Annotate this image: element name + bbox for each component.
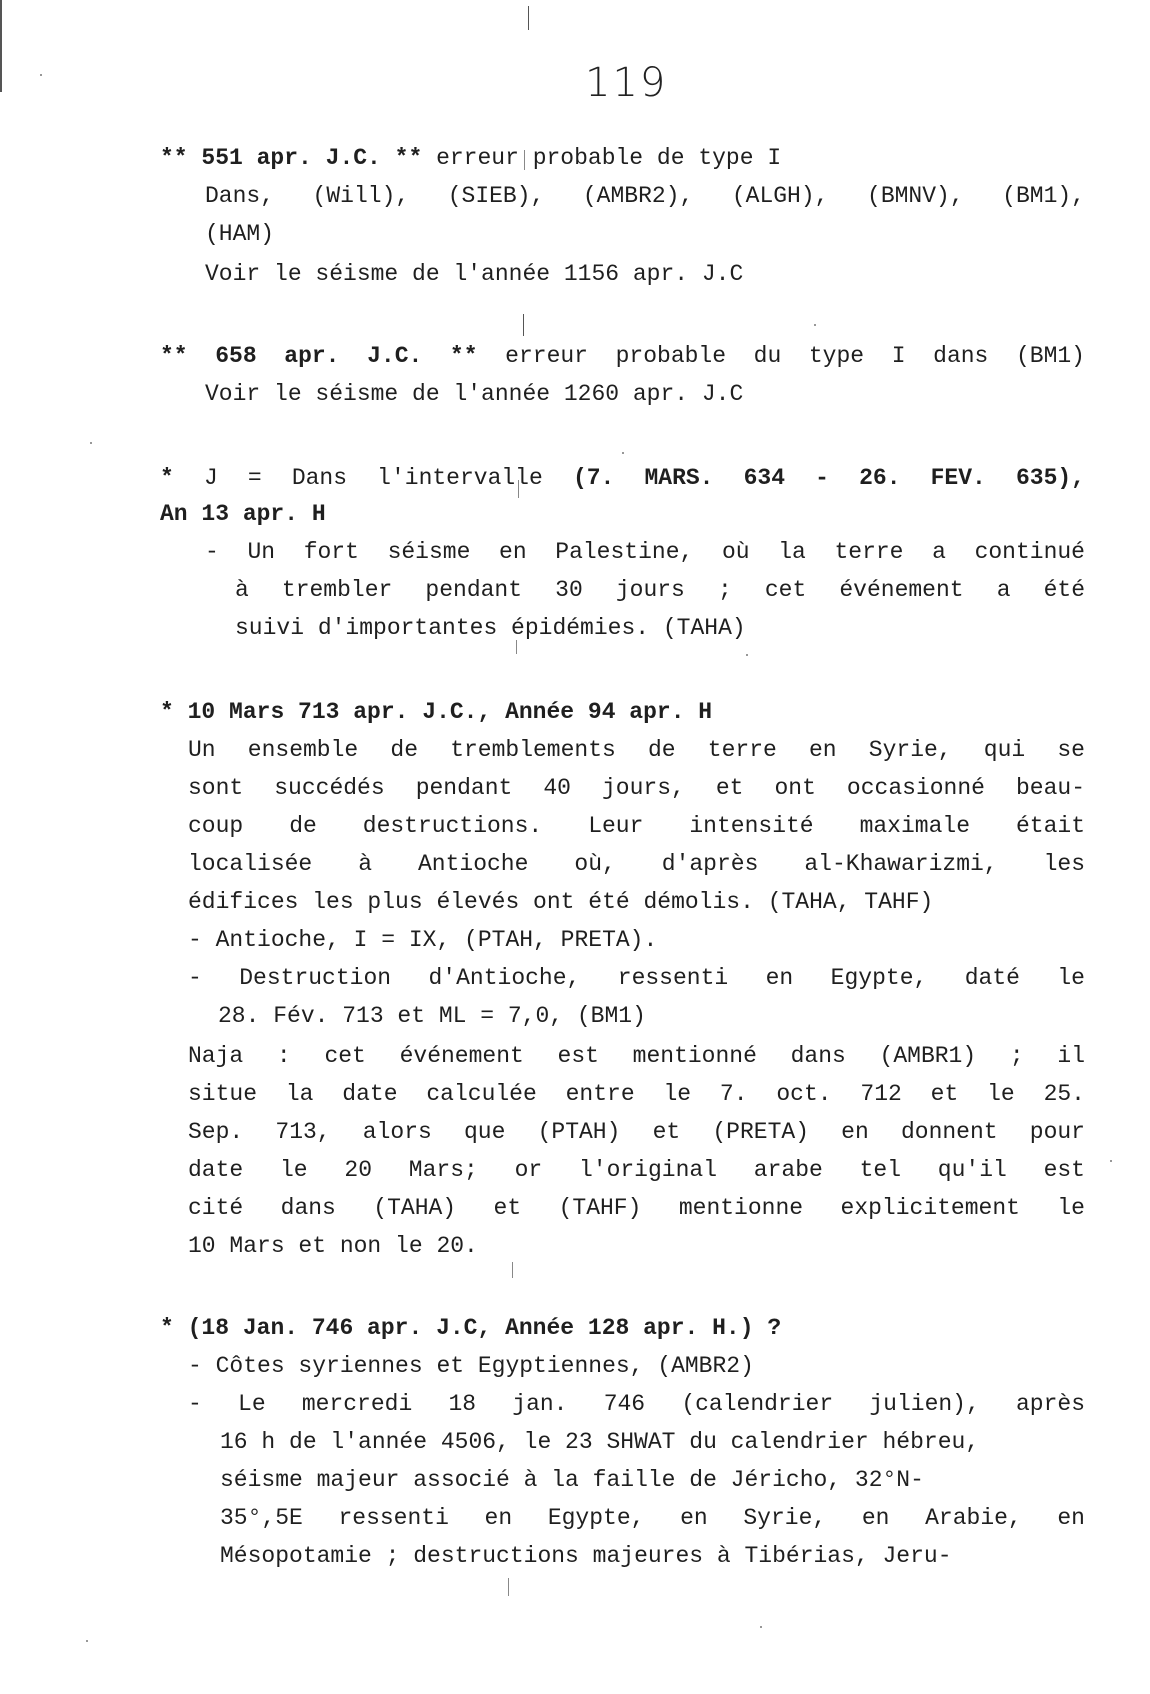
entry-line: Voir le séisme de l'année 1260 apr. J.C xyxy=(205,381,744,407)
entry-line: Un ensemble de tremblements de terre en Syrie, qui se xyxy=(188,737,1085,763)
entry-line: Sep. 713, alors que (PTAH) et (PRETA) en donnent pour xyxy=(188,1119,1085,1145)
scan-speck xyxy=(1110,1160,1112,1162)
heading-prefix: * xyxy=(160,1315,174,1341)
scan-speck xyxy=(90,442,92,444)
scan-fold-mark xyxy=(523,314,524,336)
entry-line: situe la date calculée entre le 7. oct. 712 et le 25. xyxy=(188,1081,1085,1107)
entry-line: Naja : cet événement est mentionné dans (AMBR1) ; il xyxy=(188,1043,1085,1069)
entry-heading xyxy=(160,342,1085,370)
scan-speck xyxy=(622,452,624,454)
entry-line: - Un fort séisme en Palestine, où la terre a continué xyxy=(205,539,1085,565)
heading-hijri: An 13 apr. H xyxy=(160,501,326,527)
entry-line: 35°,5E ressenti en Egypte, en Syrie, en Arabie, en xyxy=(220,1505,1085,1531)
entry-line: (HAM) xyxy=(205,221,275,247)
heading-date: (18 Jan. 746 apr. J.C, Année 128 apr. H.) ? xyxy=(187,1315,782,1341)
scan-speck xyxy=(814,324,816,326)
scan-speck xyxy=(40,74,42,76)
entry-line: édifices les plus élevés ont été démolis. (TAHA, TAHF) xyxy=(188,889,934,915)
entry-line: à trembler pendant 30 jours ; cet événement a été xyxy=(235,577,1085,603)
scan-fold-mark xyxy=(512,1262,513,1278)
entry-line: coup de destructions. Leur intensité maximale était xyxy=(188,813,1085,839)
heading-text: erreur probable de type I xyxy=(436,145,782,171)
heading-date: (7. MARS. 634 - 26. FEV. 635), xyxy=(572,465,1085,491)
scan-speck xyxy=(760,1626,762,1628)
entry-line: - Destruction d'Antioche, ressenti en Egypte, daté le xyxy=(188,965,1085,991)
entry-line: suivi d'importantes épidémies. (TAHA) xyxy=(235,615,746,641)
heading-date: 551 apr. J.C. ** xyxy=(201,145,423,171)
entry-line: sont succédés pendant 40 jours, et ont occasionné beau- xyxy=(188,775,1085,801)
scan-fold-mark xyxy=(516,640,517,654)
entry-line: cité dans (TAHA) et (TAHF) mentionne explicitement le xyxy=(188,1195,1085,1221)
entry-heading xyxy=(160,698,712,726)
heading-date: 10 Mars 713 apr. J.C., Année 94 apr. H xyxy=(187,699,713,725)
entry-heading xyxy=(160,144,781,172)
heading-prefix: ** xyxy=(160,145,188,171)
entry-line: 10 Mars et non le 20. xyxy=(188,1233,478,1259)
entry-line: - Antioche, I = IX, (PTAH, PRETA). xyxy=(188,927,658,953)
entry-line: Voir le séisme de l'année 1156 apr. J.C xyxy=(205,261,744,287)
heading-text: erreur probable du type I dans (BM1) xyxy=(505,343,1085,369)
entry-line: séisme majeur associé à la faille de Jéricho, 32°N- xyxy=(220,1467,924,1493)
entry-line: localisée à Antioche où, d'après al-Khawarizmi, les xyxy=(188,851,1085,877)
heading-prefix: ** xyxy=(160,343,188,369)
scan-fold-mark xyxy=(528,6,529,30)
heading-text: J = Dans l'intervalle xyxy=(203,465,543,491)
entry-heading xyxy=(160,464,1085,492)
entry-line: - Côtes syriennes et Egyptiennes, (AMBR2) xyxy=(188,1353,754,1379)
scan-speck xyxy=(746,654,748,656)
entry-line: 28. Fév. 713 et ML = 7,0, (BM1) xyxy=(218,1003,646,1029)
heading-date: 658 apr. J.C. ** xyxy=(215,343,478,369)
entry-line: date le 20 Mars; or l'original arabe tel qu'il est xyxy=(188,1157,1085,1183)
scan-speck xyxy=(86,1640,88,1642)
entry-line: 16 h de l'année 4506, le 23 SHWAT du calendrier hébreu, xyxy=(220,1429,980,1455)
entry-heading xyxy=(160,1314,781,1342)
scan-edge-mark xyxy=(0,0,2,92)
page-number: 119 xyxy=(585,60,668,106)
entry-line: - Le mercredi 18 jan. 746 (calendrier julien), après xyxy=(188,1391,1085,1417)
entry-line: Mésopotamie ; destructions majeures à Tibérias, Jeru- xyxy=(220,1543,952,1569)
scan-fold-mark xyxy=(508,1578,509,1596)
entry-line: Dans, (Will), (SIEB), (AMBR2), (ALGH), (BMNV), (BM1), xyxy=(205,183,1085,209)
heading-prefix: * xyxy=(160,465,174,491)
heading-prefix: * xyxy=(160,699,174,725)
